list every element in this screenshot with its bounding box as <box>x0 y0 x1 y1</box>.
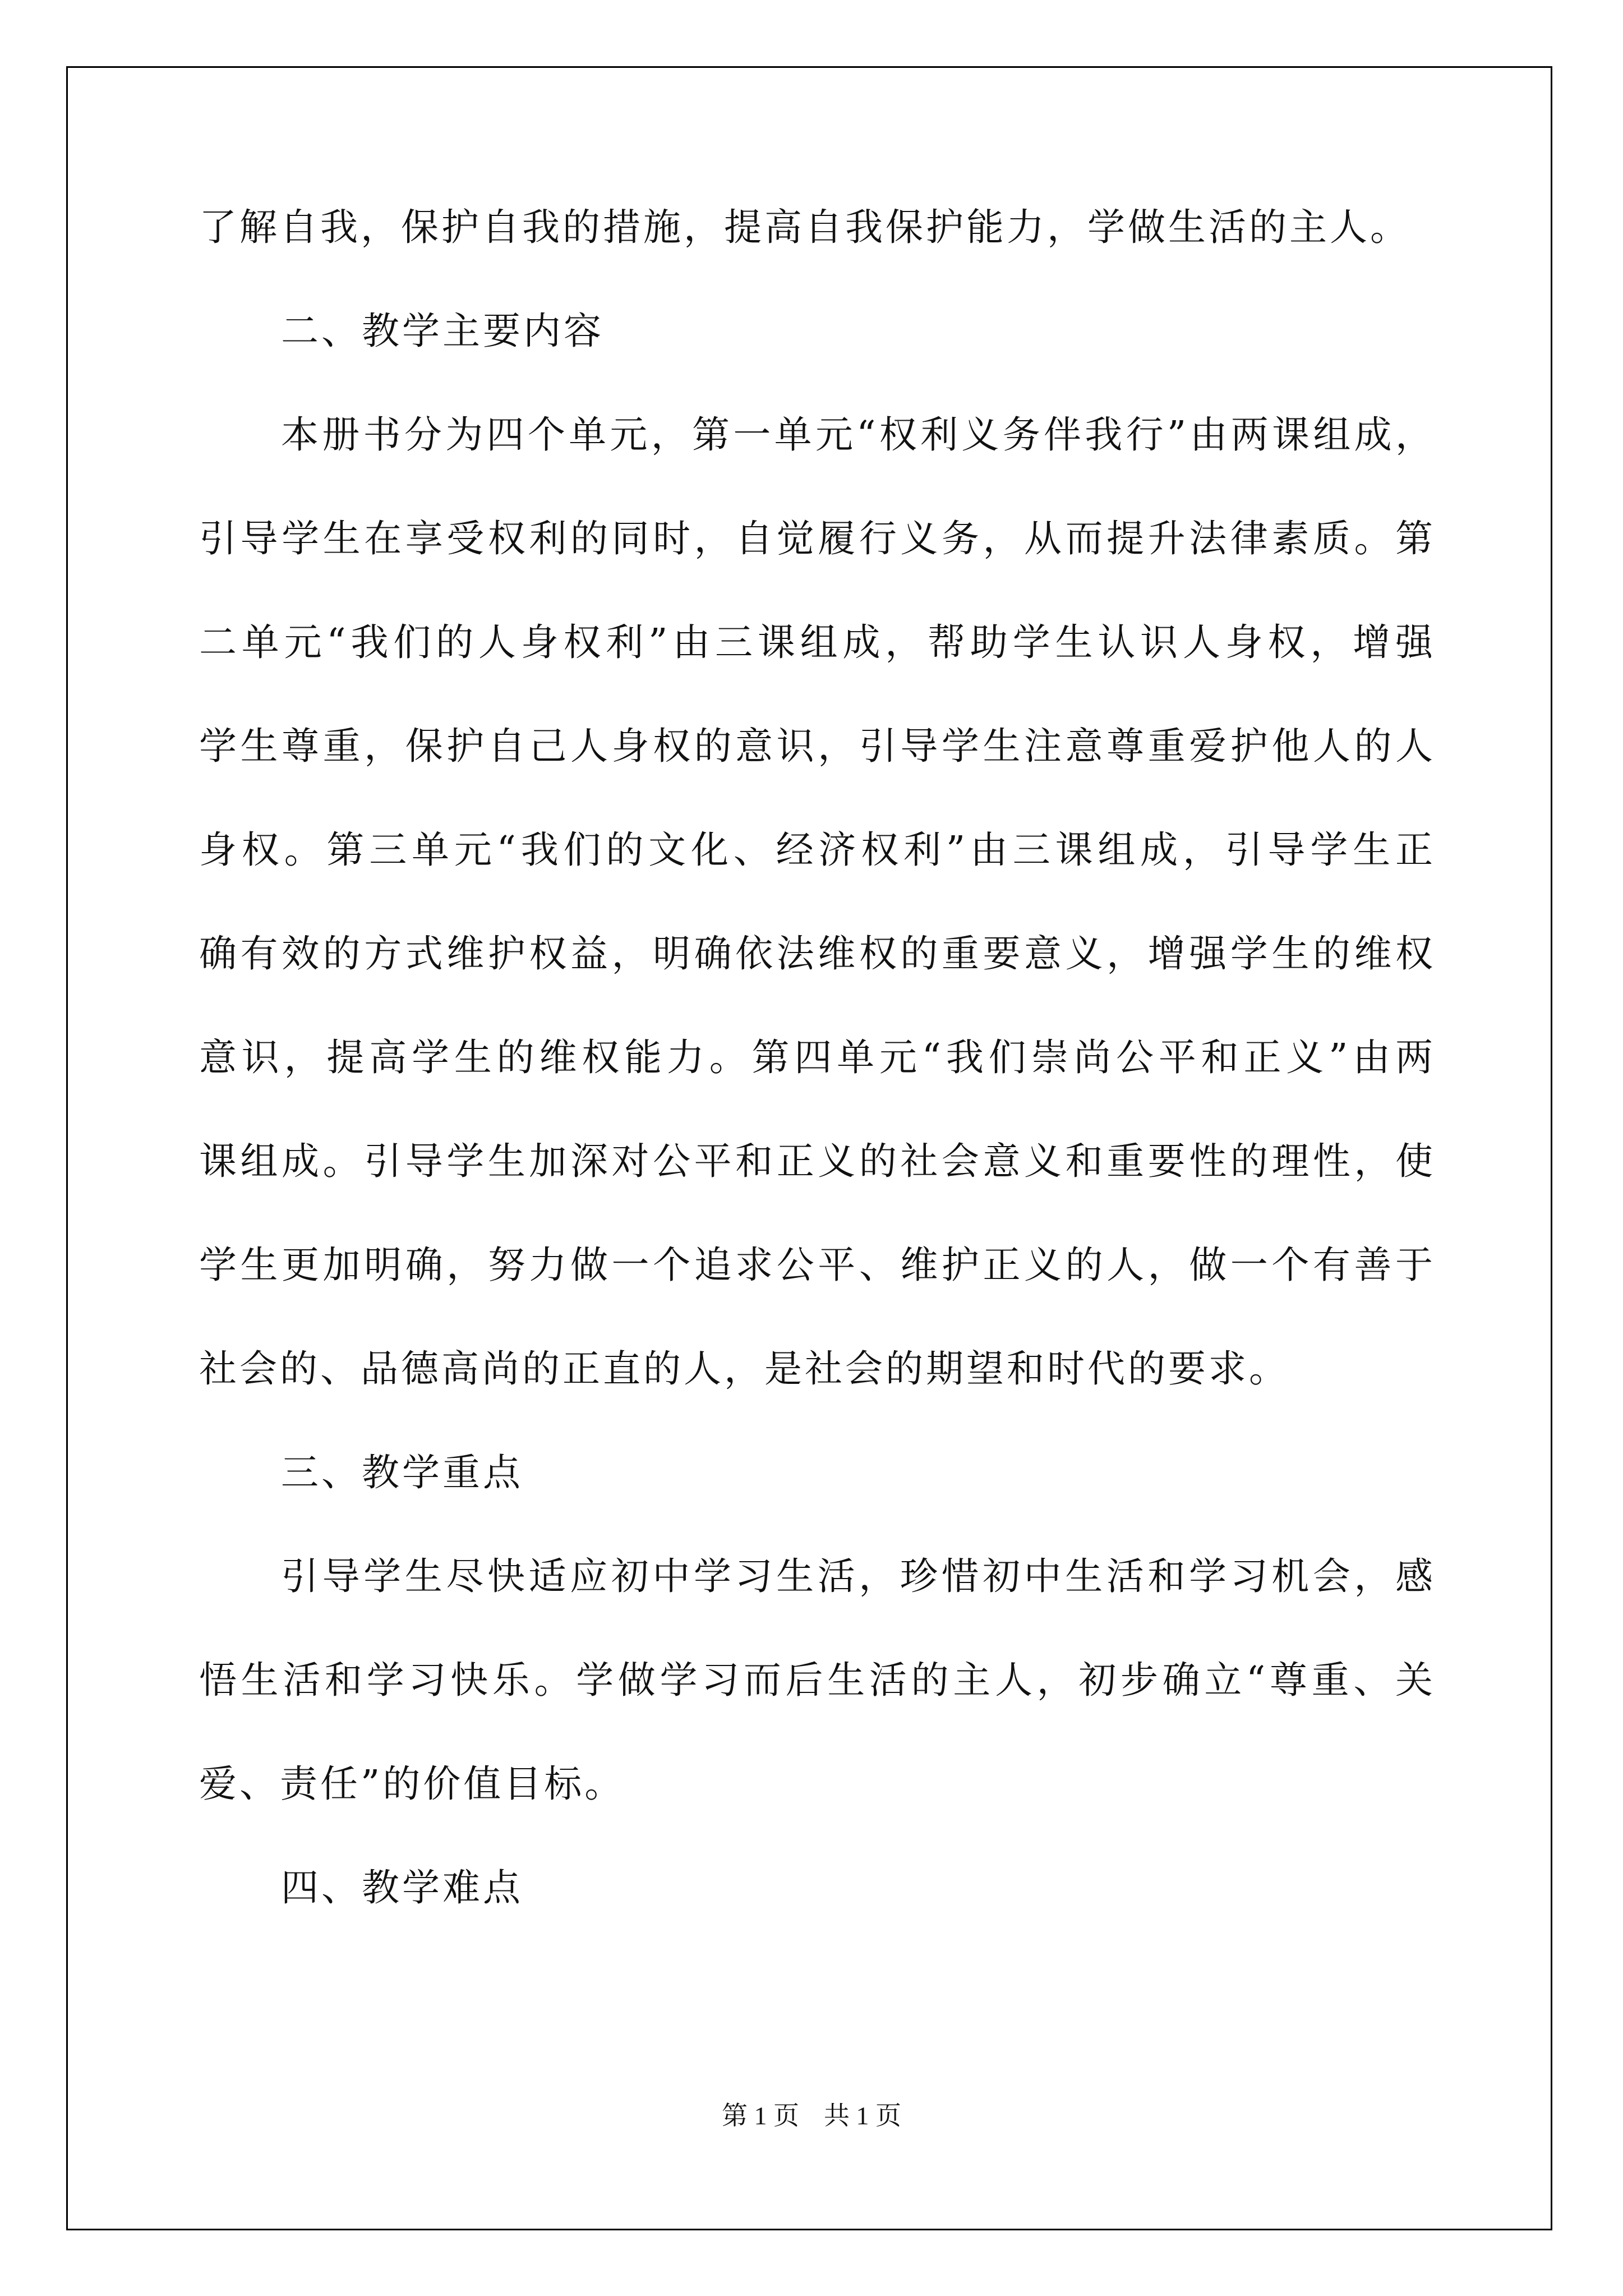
paragraph-line: 课组成。引导学生加深对公平和正义的社会意义和重要性的理性，使 <box>199 1139 1433 1183</box>
paragraph-line: 社会的、品德高尚的正直的人，是社会的期望和时代的要求。 <box>199 1347 1289 1391</box>
paragraph-line: 确有效的方式维护权益，明确依法维权的重要意义，增强学生的维权 <box>199 932 1433 976</box>
paragraph-line: 引导学生在享受权利的同时，自觉履行义务，从而提升法律素质。第 <box>199 517 1433 560</box>
page-number: 第 1 页 <box>722 2101 799 2130</box>
paragraph-line: 身权。第三单元“我们的文化、经济权利”由三课组成，引导学生正 <box>199 828 1433 872</box>
paragraph-line: 二单元“我们的人身权利”由三课组成，帮助学生认识人身权，增强 <box>199 620 1433 664</box>
section-heading: 四、教学难点 <box>281 1866 523 1910</box>
paragraph-line: 学生尊重，保护自己人身权的意识，引导学生注意尊重爱护他人的人 <box>199 724 1433 768</box>
page-total: 共 1 页 <box>824 2101 901 2130</box>
paragraph-line: 学生更加明确，努力做一个追求公平、维护正义的人，做一个有善于 <box>199 1243 1433 1287</box>
paragraph-line: 本册书分为四个单元，第一单元“权利义务伴我行”由两课组成， <box>281 413 1433 457</box>
paragraph-line: 悟生活和学习快乐。学做学习而后生活的主人，初步确立“尊重、关 <box>199 1658 1433 1702</box>
paragraph-line: 了解自我，保护自我的措施，提高自我保护能力，学做生活的主人。 <box>199 205 1410 249</box>
section-heading: 三、教学重点 <box>281 1451 523 1494</box>
section-heading: 二、教学主要内容 <box>281 309 604 353</box>
paragraph-line: 爱、责任”的价值目标。 <box>199 1762 625 1806</box>
paragraph-line: 引导学生尽快适应初中学习生活，珍惜初中生活和学习机会，感 <box>281 1554 1433 1598</box>
page-footer <box>0 2099 1623 2133</box>
paragraph-line: 意识，提高学生的维权能力。第四单元“我们崇尚公平和正义”由两 <box>199 1036 1433 1079</box>
